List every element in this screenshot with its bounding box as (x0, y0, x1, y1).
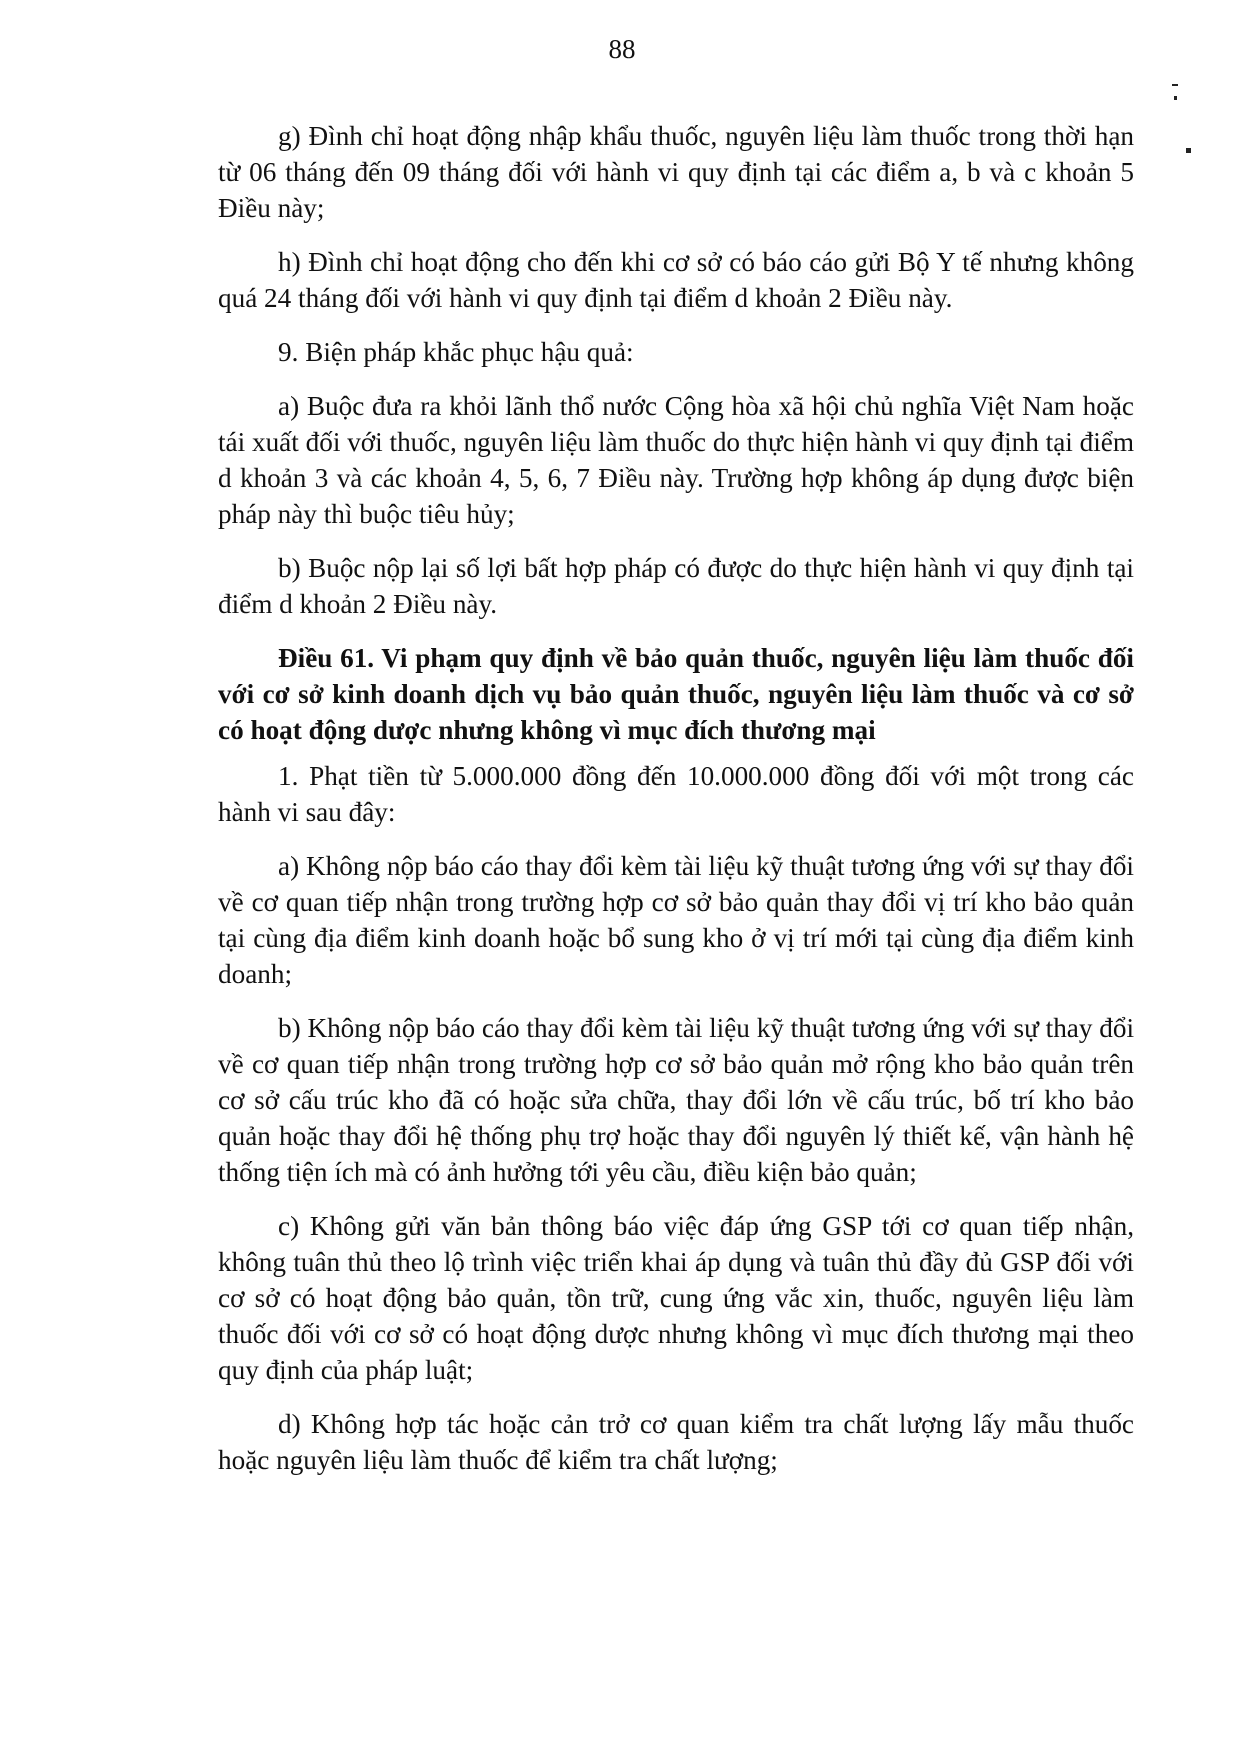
scan-mark (1174, 96, 1177, 100)
article-clause-1a: a) Không nộp báo cáo thay đổi kèm tài liệu kỹ thuật tương ứng với sự thay đổi về cơ quan tiếp nhận trong trường hợp cơ sở bảo quản thay đổi vị trí kho bảo quản tại cùng địa điểm kinh doanh hoặc bổ sung kho ở vị trí mới tại cùng địa điểm kinh doanh; (218, 851, 1134, 989)
paragraph-9b: b) Buộc nộp lại số lợi bất hợp pháp có được do thực hiện hành vi quy định tại điểm d khoản 2 Điều này. (218, 553, 1134, 619)
paragraph-9: 9. Biện pháp khắc phục hậu quả: (278, 337, 634, 367)
article-clause-1d: d) Không hợp tác hoặc cản trở cơ quan kiểm tra chất lượng lấy mẫu thuốc hoặc nguyên liệu làm thuốc để kiểm tra chất lượng; (218, 1409, 1134, 1475)
document-body (218, 118, 1134, 1496)
article-heading: Điều 61. Vi phạm quy định về bảo quản thuốc, nguyên liệu làm thuốc đối với cơ sở kinh doanh dịch vụ bảo quản thuốc, nguyên liệu làm thuốc và cơ sở có hoạt động dược nhưng không vì mục đích thương mại (218, 643, 1134, 745)
scan-mark (1186, 148, 1191, 153)
paragraph-h: h) Đình chỉ hoạt động cho đến khi cơ sở có báo cáo gửi Bộ Y tế nhưng không quá 24 tháng đối với hành vi quy định tại điểm d khoản 2 Điều này. (218, 247, 1134, 313)
article-clause-1b: b) Không nộp báo cáo thay đổi kèm tài liệu kỹ thuật tương ứng với sự thay đổi về cơ quan tiếp nhận trong trường hợp cơ sở bảo quản mở rộng kho bảo quản trên cơ sở cấu trúc kho đã có hoặc sửa chữa, thay đổi lớn về cấu trúc, bố trí kho bảo quản hoặc thay đổi hệ thống phụ trợ hoặc thay đổi nguyên lý thiết kế, vận hành hệ thống tiện ích mà có ảnh hưởng tới yêu cầu, điều kiện bảo quản; (218, 1013, 1134, 1187)
paragraph-g: g) Đình chỉ hoạt động nhập khẩu thuốc, nguyên liệu làm thuốc trong thời hạn từ 06 tháng đến 09 tháng đối với hành vi quy định tại các điểm a, b và c khoản 5 Điều này; (218, 121, 1134, 223)
page-number: 88 (608, 34, 636, 64)
scan-mark (1172, 84, 1178, 86)
article-clause-1: 1. Phạt tiền từ 5.000.000 đồng đến 10.000.000 đồng đối với một trong các hành vi sau đây: (218, 761, 1134, 827)
paragraph-9a: a) Buộc đưa ra khỏi lãnh thổ nước Cộng hòa xã hội chủ nghĩa Việt Nam hoặc tái xuất đối với thuốc, nguyên liệu làm thuốc do thực hiện hành vi quy định tại điểm d khoản 3 và các khoản 4, 5, 6, 7 Điều này. Trường hợp không áp dụng được biện pháp này thì buộc tiêu hủy; (218, 391, 1134, 529)
article-clause-1c: c) Không gửi văn bản thông báo việc đáp ứng GSP tới cơ quan tiếp nhận, không tuân thủ theo lộ trình việc triển khai áp dụng và tuân thủ đầy đủ GSP đối với cơ sở có hoạt động bảo quản, tồn trữ, cung ứng vắc xin, thuốc, nguyên liệu làm thuốc đối với cơ sở có hoạt động dược nhưng không vì mục đích thương mại theo quy định của pháp luật; (218, 1211, 1134, 1385)
